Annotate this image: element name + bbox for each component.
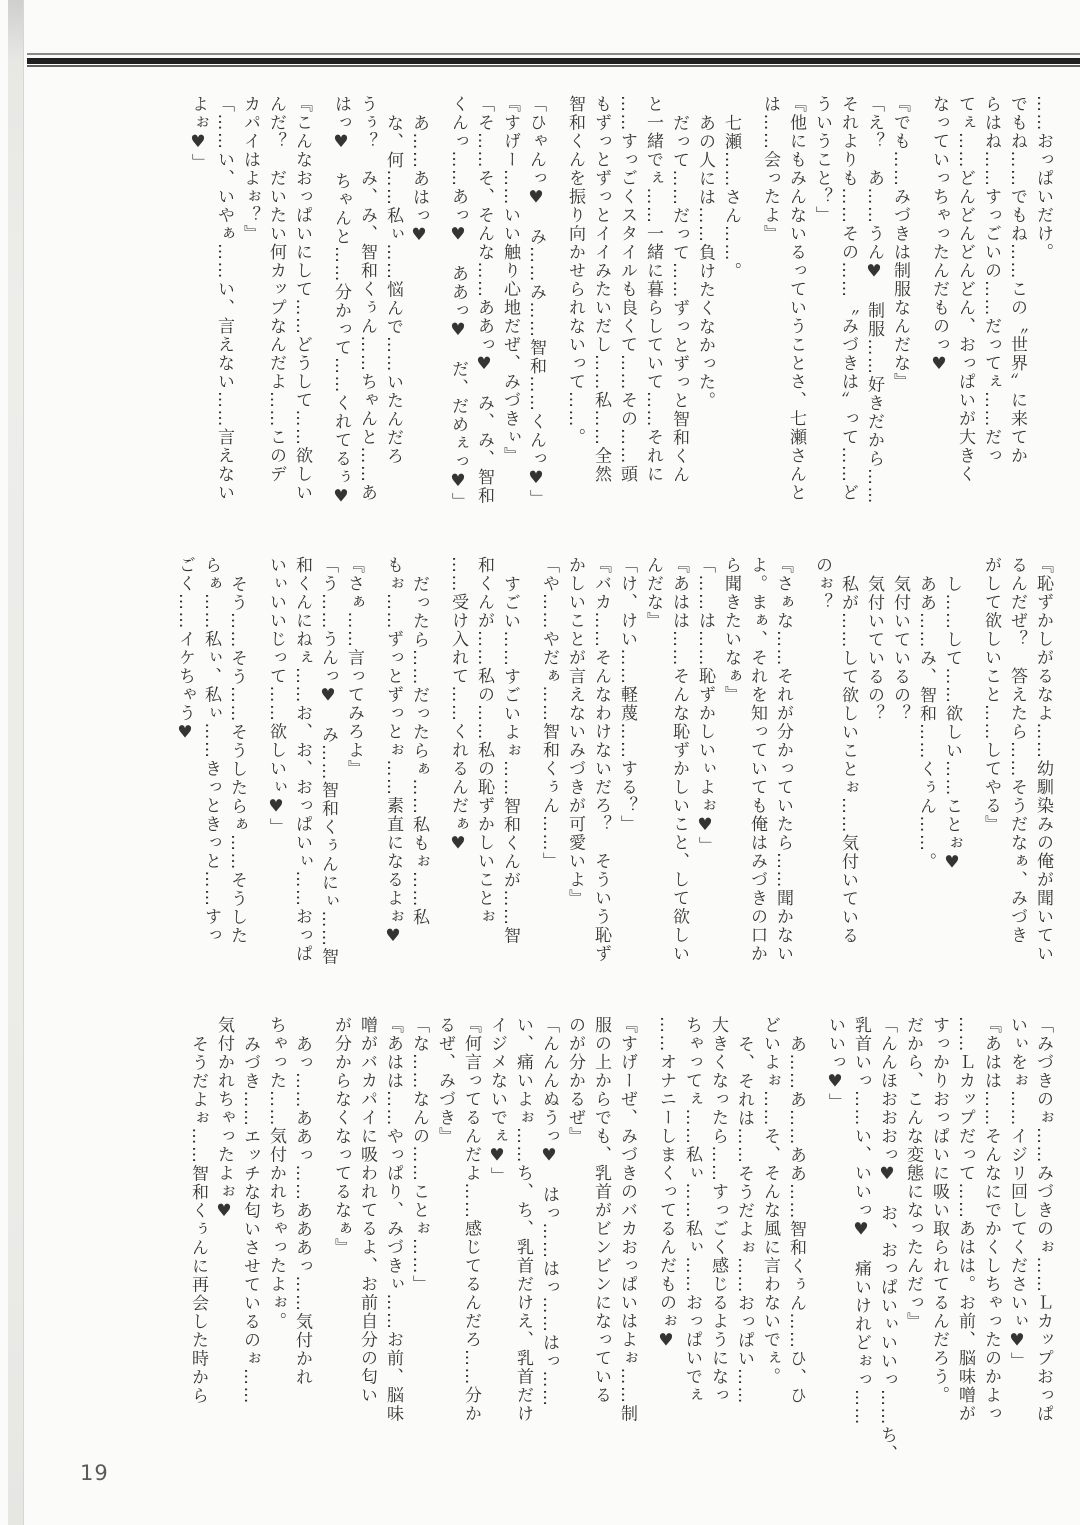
text-column: ちゃった……気付かれちゃったよぉ。 [266,1016,286,1331]
paragraph-gap [744,95,757,105]
text-column: ごく……イケちゃう♥ [175,556,195,744]
text-column: 服の上からでも、乳首がビンビンになっている [591,1016,611,1405]
text-column: ちゃってぇ……私ぃ……私ぃ……おっぱいでぇ [682,1016,702,1405]
text-column: よ。まぁ、それを知っていても俺はみづきの口か [747,556,767,963]
text-column: すっかりおっぱいに吸い取られてるんだろう。 [929,1016,949,1405]
text-column: んだ？ だいたい何カップなんだよ……このデ [266,95,286,484]
text-column: そう……そう……そうしたらぁ……そうした [227,575,247,945]
text-column: 『あはは……そんなにでかくしちゃったのかよっ [981,1016,1001,1423]
paragraph-gap [809,1016,822,1026]
text-column: 「え？ あ……うん♥ 制服……好きだから…… [864,95,884,505]
text-column: 『あはは……やっぱり、みづきぃ……お前、脳味 [383,1016,403,1423]
text-column: らはね……すっごいの……だってぇ……だっ [981,95,1001,465]
text-band-middle [172,556,1056,1008]
text-column: あっ……ああっ……あああっ……気付かれ [292,1035,312,1387]
text-column: い、痛いよぉ……ち、ち、乳首だけえ、乳首だけ [513,1016,533,1423]
text-column: そうだよぉ……智和くぅんに再会した時から [188,1035,208,1405]
paragraph-gap [367,556,380,566]
text-column: でもね……でもね……この〝世界〟に来てか [1007,95,1027,465]
text-column: よぉ♥」 [188,95,208,172]
text-column: がして欲しいこと……してやる』 [981,556,1001,834]
text-column: が分からなくなってるなぁ』 [331,1016,351,1257]
text-column: ……おっぱいだけ。 [1033,95,1053,262]
paragraph-gap [796,556,809,566]
text-column: なっていっちゃったんだものっ♥ [929,95,949,376]
text-column: だって……だって……ずっとずっと智和くん [669,114,689,484]
text-column: は……会ったよ』 [760,95,780,243]
text-column: 『恥ずかしがるなよ……幼馴染みの俺が聞いてい [1033,556,1053,963]
text-column: 「んんほおおおっ♥ お、おっぱいぃいいっ……ち、 [877,1016,897,1463]
text-column: 『さぁな……それが分かっていたら……聞かない [773,556,793,963]
text-column: ういうこと？」 [812,95,832,225]
text-column: あ……あ……ああ……智和くぅん……ひ、ひ [786,1035,806,1405]
text-column: 気付かれちゃったよぉ♥ [214,1016,234,1223]
text-column: 和くんが……私の……私の恥ずかしいことぉ [474,556,494,926]
paragraph-gap [250,556,263,566]
text-column: 私が……して欲しいことぉ……気付いている [838,575,858,945]
text-column: いぃをぉ……イジリ回してくださいぃ♥」 [1007,1016,1027,1371]
text-column: るんだぜ？ 答えたら……そうだなぁ、みづき [1007,556,1027,945]
text-column: 「う……うんっ♥ み……智和くぅんにぃ……智 [318,556,338,966]
text-band-top [185,95,1056,543]
text-column: 七瀬……さん……。 [721,114,741,281]
text-column: 噌がバカパイに吸われてるよ、お前自分の匂い [357,1016,377,1405]
paragraph-gap [432,556,445,566]
text-column: はっ♥ ちゃんと……分かって……くれてるぅ♥ [331,95,351,508]
text-column: 「みづきのぉ……みづきのぉ……Ｌカップおっぱ [1033,1016,1053,1423]
paragraph-gap [315,1016,328,1026]
text-column: すごい……すごいよぉ……智和くんが……智 [500,575,520,945]
text-column: いぃいいじって……欲しいぃ♥」 [266,556,286,837]
text-column: 「……い、いやぁ……い、言えない……言えない [214,95,234,502]
text-column: 『バカ……そんなわけないだろ？ そういう恥ず [591,556,611,963]
text-column: 『他にもみんないるっていうことさ、七瀬さんと [786,95,806,502]
text-column: 『こんなおっぱいにして……どうして……欲しい [292,95,312,502]
text-column: 『すげー……いい触り心地だぜ、みづきぃ』 [500,95,520,465]
text-column: ……受け入れて……くれるんだぁ♥ [448,556,468,855]
text-column: いいっ♥」 [825,1016,845,1112]
text-column: みづき……エッチな匂いさせているのぉ…… [240,1035,260,1405]
text-column: 「んんんぬうっ♥ はっ……はっ……はっ…… [539,1016,559,1408]
page-number: 19 [80,1461,109,1485]
text-column: ら聞きたいなぁ』 [721,556,741,704]
text-column: 『さぁ……言ってみろよ』 [344,556,364,778]
paragraph-gap [523,556,536,566]
text-column: ……すっごくスタイルも良くて……その……頭 [617,95,637,484]
text-column: 「け、けい……軽蔑……する？」 [617,556,637,834]
text-column: ……オナニーしまくってるんだものぉ♥ [656,1016,676,1352]
text-column: ……Ｌカップだって……あはは。お前、脳味噌が [955,1016,975,1423]
text-column: うぅ？ み、み、智和くぅん……ちゃんと……あ [357,95,377,502]
paragraph-gap [315,95,328,105]
text-column: 和くんにねぇ……お、お、おっぱいぃ……おっぱ [292,556,312,963]
text-column: あ……あはっ♥ [409,114,429,247]
text-column: 『すげーぜ、みづきのバカおっぱいはよぉ……制 [617,1016,637,1423]
text-column: らぁ……私ぃ、私ぃ……きっときっと……すっ [201,556,221,945]
text-column: もぉ……ずっとずっとぉ……素直になるよぉ♥ [383,556,403,948]
text-column: し……して……欲しい……ことぉ♥ [942,575,962,874]
paragraph-gap [549,95,562,105]
text-column: るぜ、みづき』 [435,1016,455,1146]
text-column: てぇ……どんどんどんどん、おっぱいが大きく [955,95,975,484]
text-column: 「や……やだぁ……智和くぅん……」 [539,556,559,871]
paragraph-gap [913,95,926,105]
text-column: 気付いているの？ [864,575,884,723]
text-column: それよりも……その……〝みづきは〟って……ど [838,95,858,502]
paragraph-gap [640,1016,653,1026]
text-column: だったら……だったらぁ……私もぉ……私 [409,575,429,927]
double-rule-divider [27,53,1080,69]
rule-line-thin-bottom [27,65,1080,67]
text-column: 智和くんを振り向かせられないって……。 [565,95,585,447]
text-column: あの人には……負けたくなかった。 [695,114,715,410]
text-column: んだな』 [643,556,663,630]
text-column: のが分かるぜ』 [565,1016,585,1146]
text-column: もずっとずっとイイみたいだし……私……全然 [591,95,611,484]
text-column: くんっ……あっ♥ ああっ♥ だ、だめぇっ♥」 [448,95,468,511]
text-column: カパイはよぉ？』 [240,95,260,243]
text-column: 「そ……そ、そんな……ああっ♥ み、み、智和 [474,95,494,505]
text-column: と一緒でぇ……一緒に暮らしていて……それに [643,95,663,484]
text-column: どいよぉ……そ、そんな風に言わないでぇ。 [760,1016,780,1386]
text-column: のぉ？ [812,556,832,612]
text-column: 「な……なんの……ことぉ……」 [409,1016,429,1294]
paragraph-gap [965,556,978,566]
text-column: 『あはは……そんな恥ずかしいこと、して欲しい [669,556,689,963]
paragraph-gap [432,95,445,105]
text-column: な、何……私ぃ……悩んで……いたんだろ [383,114,403,466]
text-column: そ、それは……そうだよぉ……おっぱい…… [734,1035,754,1405]
text-column: 「ひゃんっ♥ み……み……智和……くんっ♥」 [526,95,546,508]
text-column: だから、こんな変態になったんだっ』 [903,1016,923,1331]
page-binding-edge [8,0,24,1525]
text-column: 『何言ってるんだよ……感じてるんだろ……分か [461,1016,481,1423]
text-column: ああ……み、智和……くぅん……。 [916,575,936,871]
text-column: イジメないでぇ♥」 [487,1016,507,1186]
text-column: 「……は……恥ずかしいぃよぉ♥」 [695,556,715,855]
text-column: 気付いているの？ [890,575,910,723]
text-column: 乳首いっ……い、いいっ♥ 痛いけれどぉっ…… [851,1016,871,1426]
text-column: かしいことが言えないみづきが可愛いよ』 [565,556,585,908]
text-column: 大きくなったら……すっごく感じるようになっ [708,1016,728,1405]
text-column: 『でも……みづきは制服なんだな』 [890,95,910,391]
text-band-bottom [185,1016,1056,1474]
